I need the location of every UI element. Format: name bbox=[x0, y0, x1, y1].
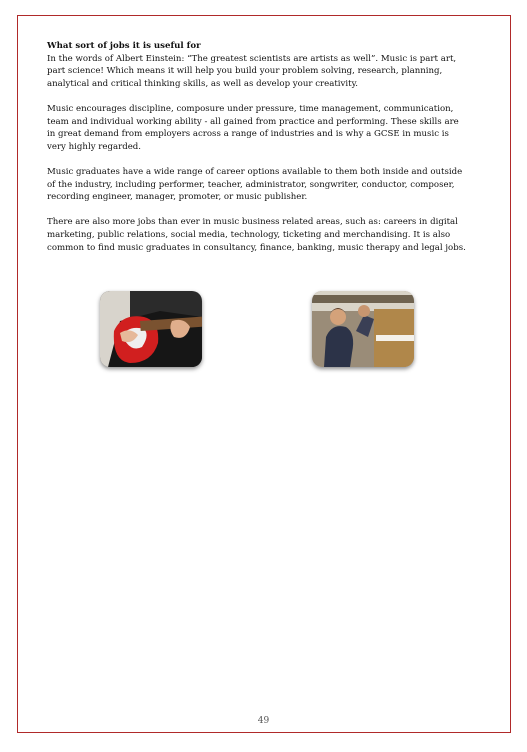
paragraph-careers: Music graduates have a wide range of career options available to them both inside and outside of the industry, including performer, teacher, administrator, songwriter, conductor, composer, recording engineer, manager, promoter, or music publisher. bbox=[47, 166, 463, 203]
piano-photo bbox=[312, 291, 414, 367]
paragraph-skills: Music encourages discipline, composure under pressure, time management, communication, team and individual working ability - all gained from practice and performing. These skills are in great demand from employers across a range of industries and is why a GCSE in music is very highly regarded. bbox=[47, 103, 459, 152]
section-heading: What sort of jobs it is useful for bbox=[47, 41, 201, 51]
paragraph-einstein: In the words of Albert Einstein: “The greatest scientists are artists as well”. Music is part art, part science! Which means it will help you build your problem solving, research, planning, analytical and critical thinking skills, as well as develop your creativity. bbox=[47, 53, 457, 89]
document-body bbox=[47, 40, 467, 267]
page-number: 49 bbox=[257, 716, 270, 726]
paragraph-business-jobs: There are also more jobs than ever in music business related areas, such as: careers in digital marketing, public relations, social media, technology, ticketing and merchandising. It is also common to find music graduates in consultancy, finance, banking, music therapy and legal jobs. bbox=[47, 217, 466, 253]
guitar-photo bbox=[100, 291, 202, 367]
section-1 bbox=[47, 40, 467, 90]
